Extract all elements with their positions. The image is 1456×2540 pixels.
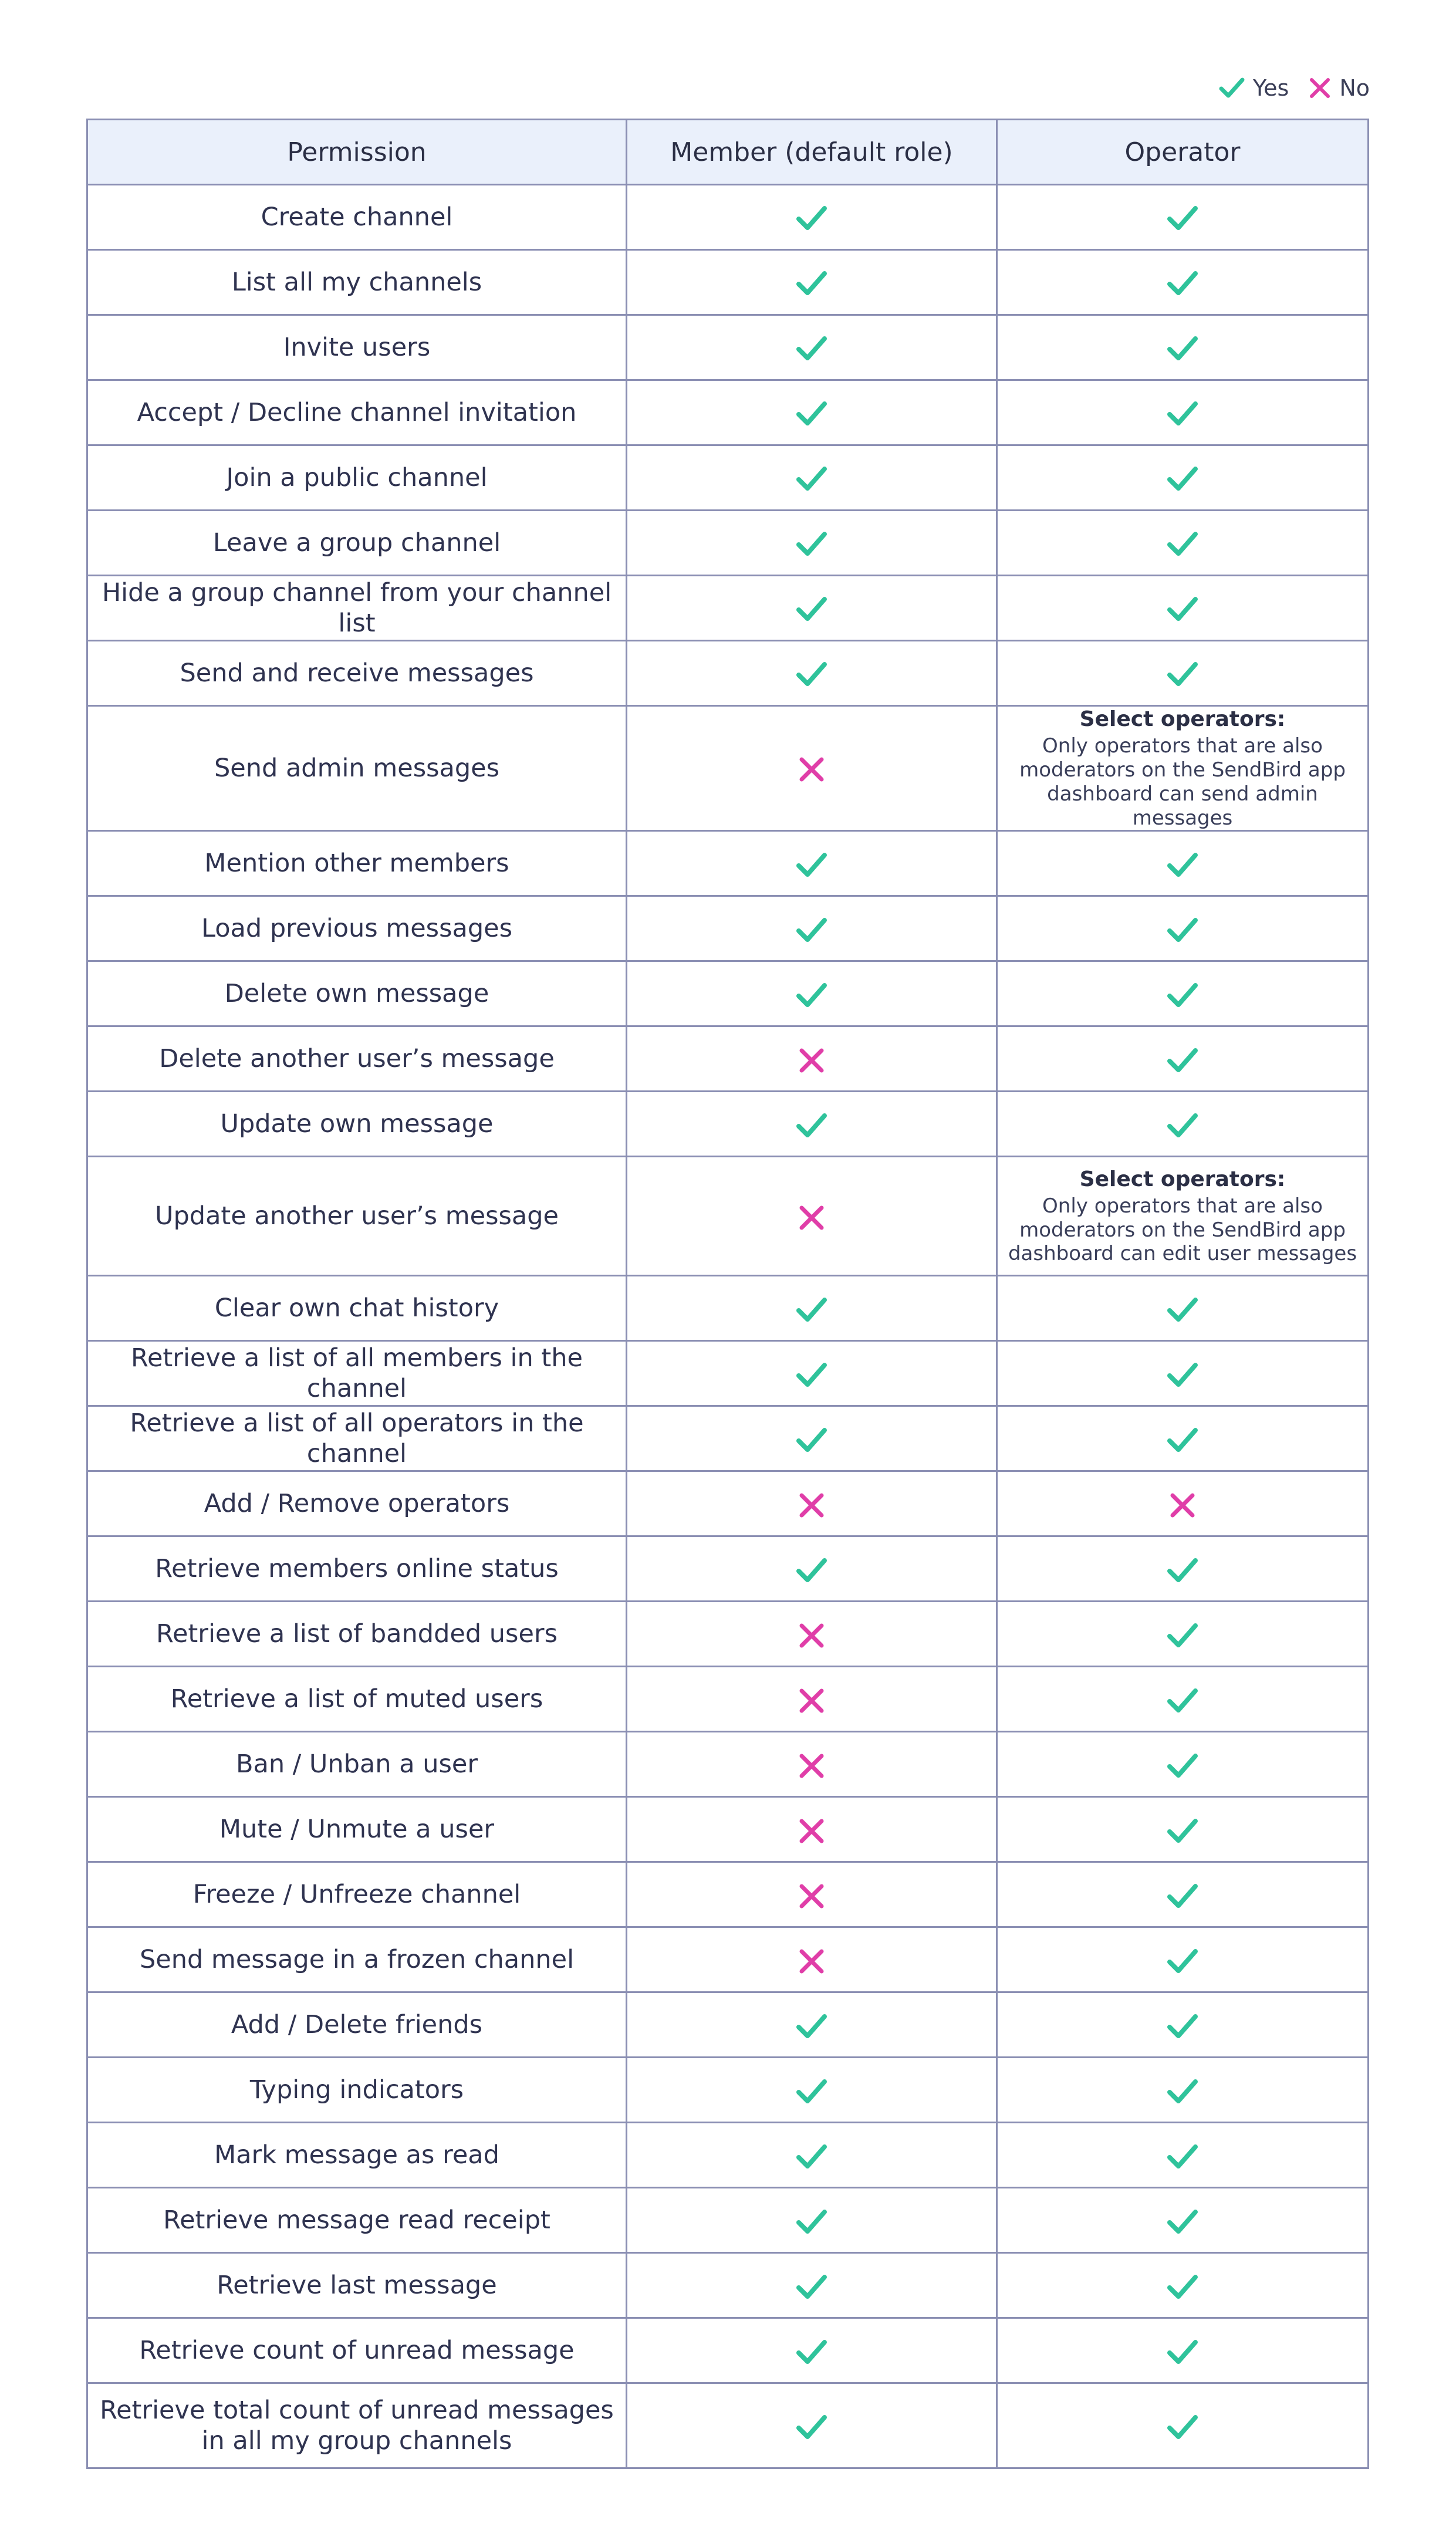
member-cell <box>627 1092 997 1157</box>
check-icon <box>1167 1426 1198 1454</box>
check-icon <box>796 2012 827 2041</box>
member-cell <box>627 315 997 380</box>
member-cell <box>627 380 997 445</box>
member-cell <box>627 1862 997 1927</box>
check-icon <box>1167 204 1198 232</box>
permission-cell: Accept / Decline channel invitation <box>87 380 627 445</box>
cross-icon <box>798 1947 826 1975</box>
operator-cell <box>997 1471 1369 1536</box>
check-icon <box>1167 595 1198 623</box>
cross-icon <box>1168 1491 1197 1519</box>
check-icon <box>1167 2413 1198 2441</box>
permission-cell: Typing indicators <box>87 2058 627 2123</box>
check-icon <box>796 400 827 428</box>
permission-cell: List all my channels <box>87 250 627 315</box>
permission-cell: Delete another user’s message <box>87 1026 627 1092</box>
cross-icon <box>1309 77 1331 99</box>
table-row <box>87 1536 1369 1602</box>
member-cell <box>627 1732 997 1797</box>
member-cell <box>627 1157 997 1276</box>
operator-cell <box>997 445 1369 511</box>
member-cell <box>627 250 997 315</box>
operator-cell <box>997 1536 1369 1602</box>
table-row <box>87 380 1369 445</box>
operator-cell <box>997 2188 1369 2253</box>
operator-cell <box>997 1406 1369 1471</box>
check-icon <box>1219 76 1245 100</box>
permission-cell: Mute / Unmute a user <box>87 1797 627 1862</box>
member-cell <box>627 1667 997 1732</box>
table-row <box>87 1092 1369 1157</box>
check-icon <box>1167 851 1198 879</box>
check-icon <box>796 1296 827 1324</box>
permission-cell: Update own message <box>87 1092 627 1157</box>
table-row <box>87 2058 1369 2123</box>
operator-cell <box>997 1927 1369 1992</box>
operator-cell <box>997 2123 1369 2188</box>
check-icon <box>1167 2012 1198 2041</box>
check-icon <box>1167 1112 1198 1140</box>
cross-icon <box>798 1687 826 1715</box>
member-cell <box>627 1536 997 1602</box>
permission-cell: Join a public channel <box>87 445 627 511</box>
check-icon <box>1167 2143 1198 2171</box>
check-icon <box>1167 1882 1198 1910</box>
operator-cell <box>997 896 1369 961</box>
member-cell <box>627 2058 997 2123</box>
note-body: Only operators that are also moderators on the SendBird app dashboard can edit user messages <box>1008 1194 1357 1266</box>
check-icon <box>1167 465 1198 493</box>
table-row <box>87 2318 1369 2383</box>
header-operator: Operator <box>997 120 1369 185</box>
check-icon <box>796 1112 827 1140</box>
check-icon <box>796 465 827 493</box>
operator-cell <box>997 576 1369 641</box>
cross-icon <box>798 1817 826 1845</box>
permission-cell: Hide a group channel from your channel list <box>87 576 627 641</box>
check-icon <box>1167 1687 1198 1715</box>
permission-cell: Retrieve last message <box>87 2253 627 2318</box>
check-icon <box>796 981 827 1009</box>
cross-icon <box>798 1882 826 1910</box>
permission-cell: Invite users <box>87 315 627 380</box>
table-header-row <box>87 120 1369 185</box>
table-row <box>87 445 1369 511</box>
operator-cell <box>997 2318 1369 2383</box>
permission-cell: Retrieve a list of all members in the channel <box>87 1341 627 1406</box>
operator-cell <box>997 250 1369 315</box>
permission-cell: Retrieve a list of all operators in the channel <box>87 1406 627 1471</box>
cross-icon <box>798 755 826 783</box>
permission-cell: Add / Delete friends <box>87 1992 627 2058</box>
operator-cell <box>997 2253 1369 2318</box>
check-icon <box>796 2208 827 2236</box>
operator-cell <box>997 706 1369 831</box>
permission-cell: Add / Remove operators <box>87 1471 627 1536</box>
table-row <box>87 1862 1369 1927</box>
member-cell <box>627 1797 997 1862</box>
legend-no-label: No <box>1339 75 1370 101</box>
permission-cell: Retrieve a list of bandded users <box>87 1602 627 1667</box>
check-icon <box>1167 981 1198 1009</box>
cross-icon <box>798 1752 826 1780</box>
member-cell <box>627 2318 997 2383</box>
permission-cell: Clear own chat history <box>87 1276 627 1341</box>
check-icon <box>796 660 827 688</box>
note-body: Only operators that are also moderators on the SendBird app dashboard can send admin messages <box>1019 734 1346 830</box>
member-cell <box>627 831 997 896</box>
operator-cell <box>997 315 1369 380</box>
check-icon <box>796 595 827 623</box>
table-row <box>87 831 1369 896</box>
member-cell <box>627 1026 997 1092</box>
table-row <box>87 250 1369 315</box>
member-cell <box>627 1276 997 1341</box>
check-icon <box>796 1426 827 1454</box>
table-row <box>87 641 1369 706</box>
table-row <box>87 2123 1369 2188</box>
member-cell <box>627 1602 997 1667</box>
operator-cell <box>997 1862 1369 1927</box>
check-icon <box>796 1361 827 1389</box>
check-icon <box>1167 2338 1198 2366</box>
table-row <box>87 185 1369 250</box>
operator-cell <box>997 1732 1369 1797</box>
check-icon <box>796 2413 827 2441</box>
check-icon <box>1167 1622 1198 1650</box>
check-icon <box>1167 530 1198 558</box>
check-icon <box>796 1556 827 1585</box>
permission-cell: Retrieve a list of muted users <box>87 1667 627 1732</box>
table-row <box>87 2253 1369 2318</box>
check-icon <box>1167 916 1198 944</box>
check-icon <box>1167 1361 1198 1389</box>
table-body <box>87 185 1369 2468</box>
check-icon <box>796 916 827 944</box>
table-row <box>87 1026 1369 1092</box>
legend-yes-label: Yes <box>1252 75 1289 101</box>
table-row <box>87 1602 1369 1667</box>
legend-no <box>1309 75 1370 101</box>
table-row <box>87 1797 1369 1862</box>
member-cell <box>627 576 997 641</box>
check-icon <box>1167 1296 1198 1324</box>
permissions-table <box>86 119 1369 2469</box>
permission-cell: Send and receive messages <box>87 641 627 706</box>
operator-cell <box>997 831 1369 896</box>
member-cell <box>627 1406 997 1471</box>
operator-cell <box>997 961 1369 1026</box>
permission-cell: Freeze / Unfreeze channel <box>87 1862 627 1927</box>
header-member: Member (default role) <box>627 120 997 185</box>
table-row <box>87 1406 1369 1471</box>
operator-cell <box>997 1341 1369 1406</box>
table-row <box>87 1341 1369 1406</box>
operator-cell <box>997 1992 1369 2058</box>
member-cell <box>627 445 997 511</box>
operator-cell <box>997 1092 1369 1157</box>
check-icon <box>1167 2273 1198 2301</box>
permission-cell: Ban / Unban a user <box>87 1732 627 1797</box>
permission-cell: Mark message as read <box>87 2123 627 2188</box>
permission-cell: Send admin messages <box>87 706 627 831</box>
operator-cell <box>997 1026 1369 1092</box>
member-cell <box>627 1341 997 1406</box>
permission-cell: Send message in a frozen channel <box>87 1927 627 1992</box>
check-icon <box>1167 2078 1198 2106</box>
member-cell <box>627 2253 997 2318</box>
operator-cell <box>997 2383 1369 2468</box>
permission-cell: Update another user’s message <box>87 1157 627 1276</box>
permission-cell: Retrieve message read receipt <box>87 2188 627 2253</box>
member-cell <box>627 2188 997 2253</box>
check-icon <box>1167 1947 1198 1975</box>
check-icon <box>796 2143 827 2171</box>
header-permission: Permission <box>87 120 627 185</box>
cross-icon <box>798 1622 826 1650</box>
check-icon <box>796 2078 827 2106</box>
member-cell <box>627 896 997 961</box>
operator-cell <box>997 185 1369 250</box>
operator-cell <box>997 1276 1369 1341</box>
check-icon <box>1167 269 1198 298</box>
cross-icon <box>798 1046 826 1075</box>
member-cell <box>627 2383 997 2468</box>
permission-cell: Retrieve total count of unread messages in all my group channels <box>87 2383 627 2468</box>
table-row <box>87 2188 1369 2253</box>
operator-cell <box>997 380 1369 445</box>
table-row <box>87 315 1369 380</box>
operator-cell <box>997 1602 1369 1667</box>
permission-cell: Leave a group channel <box>87 511 627 576</box>
table-row <box>87 1157 1369 1276</box>
member-cell <box>627 1992 997 2058</box>
member-cell <box>627 706 997 831</box>
operator-cell <box>997 511 1369 576</box>
member-cell <box>627 2123 997 2188</box>
member-cell <box>627 185 997 250</box>
legend <box>1204 75 1370 101</box>
operator-note <box>1004 1167 1362 1266</box>
check-icon <box>1167 400 1198 428</box>
check-icon <box>1167 660 1198 688</box>
table-row <box>87 1667 1369 1732</box>
table-row <box>87 706 1369 831</box>
permission-cell: Delete own message <box>87 961 627 1026</box>
table-row <box>87 961 1369 1026</box>
table-row <box>87 2383 1369 2468</box>
table-row <box>87 1732 1369 1797</box>
table-row <box>87 1276 1369 1341</box>
check-icon <box>796 204 827 232</box>
member-cell <box>627 1471 997 1536</box>
permission-cell: Create channel <box>87 185 627 250</box>
legend-yes <box>1219 75 1289 101</box>
table-row <box>87 896 1369 961</box>
check-icon <box>1167 2208 1198 2236</box>
note-title: Select operators: <box>1079 707 1286 731</box>
check-icon <box>1167 1817 1198 1845</box>
permission-cell: Retrieve members online status <box>87 1536 627 1602</box>
table-row <box>87 1471 1369 1536</box>
check-icon <box>1167 1752 1198 1780</box>
permission-cell: Load previous messages <box>87 896 627 961</box>
permission-cell: Retrieve count of unread message <box>87 2318 627 2383</box>
member-cell <box>627 641 997 706</box>
check-icon <box>1167 1556 1198 1585</box>
operator-note <box>1004 707 1362 830</box>
member-cell <box>627 961 997 1026</box>
check-icon <box>796 851 827 879</box>
note-title: Select operators: <box>1079 1167 1286 1191</box>
member-cell <box>627 1927 997 1992</box>
check-icon <box>1167 335 1198 363</box>
check-icon <box>796 335 827 363</box>
operator-cell <box>997 641 1369 706</box>
cross-icon <box>798 1204 826 1232</box>
check-icon <box>796 269 827 298</box>
operator-cell <box>997 1667 1369 1732</box>
table-row <box>87 1927 1369 1992</box>
check-icon <box>1167 1046 1198 1075</box>
check-icon <box>796 2273 827 2301</box>
cross-icon <box>798 1491 826 1519</box>
table-row <box>87 1992 1369 2058</box>
operator-cell <box>997 1797 1369 1862</box>
table-row <box>87 576 1369 641</box>
check-icon <box>796 530 827 558</box>
operator-cell <box>997 2058 1369 2123</box>
operator-cell <box>997 1157 1369 1276</box>
table-row <box>87 511 1369 576</box>
check-icon <box>796 2338 827 2366</box>
permission-cell: Mention other members <box>87 831 627 896</box>
member-cell <box>627 511 997 576</box>
